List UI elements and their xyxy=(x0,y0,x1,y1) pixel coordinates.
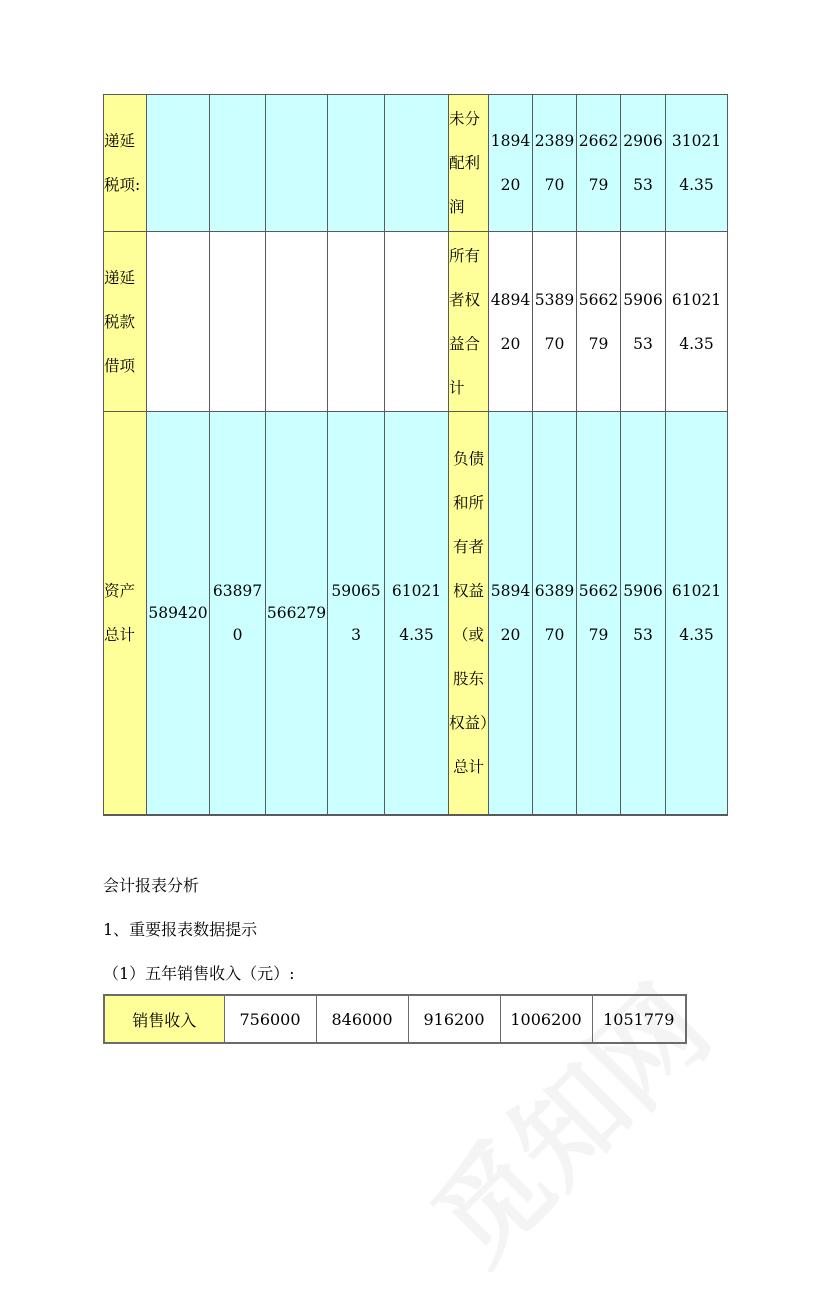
asset-value-cell: 589420 xyxy=(147,412,210,815)
table-row xyxy=(104,232,728,412)
sales-value-cell: 1006200 xyxy=(500,995,592,1043)
equity-value-cell: 566279 xyxy=(577,412,621,815)
asset-value-cell xyxy=(266,232,328,412)
subsection-title: 1、重要报表数据提示 xyxy=(103,920,258,939)
asset-value-cell xyxy=(210,232,266,412)
asset-value-cell xyxy=(328,232,385,412)
equity-value-cell: 638970 xyxy=(533,412,577,815)
equity-value-cell: 590653 xyxy=(621,412,666,815)
equity-value-cell: 189420 xyxy=(489,95,533,232)
asset-value-cell xyxy=(147,232,210,412)
sales-value-cell: 1051779 xyxy=(592,995,686,1043)
sales-revenue-table xyxy=(103,994,687,1044)
equity-value-cell: 489420 xyxy=(489,232,533,412)
asset-value-cell xyxy=(266,95,328,232)
equity-label-cell: 所有者权益合计 xyxy=(449,232,489,412)
table-row xyxy=(104,995,686,1043)
table-row xyxy=(104,412,728,815)
equity-value-cell: 589420 xyxy=(489,412,533,815)
equity-value-cell: 290653 xyxy=(621,95,666,232)
equity-label-cell: 负债和所有者权益（或股东权益）总计 xyxy=(449,412,489,815)
asset-value-cell xyxy=(147,95,210,232)
asset-value-cell xyxy=(385,95,449,232)
balance-sheet-table xyxy=(103,94,728,816)
sales-value-cell: 916200 xyxy=(408,995,500,1043)
asset-label-cell: 资产总计 xyxy=(104,412,147,815)
table-row xyxy=(104,95,728,232)
equity-label-cell: 未分配利润 xyxy=(449,95,489,232)
equity-value-cell: 238970 xyxy=(533,95,577,232)
section-title: 会计报表分析 xyxy=(103,876,200,895)
asset-value-cell xyxy=(328,95,385,232)
asset-value-cell xyxy=(210,95,266,232)
equity-value-cell: 590653 xyxy=(621,232,666,412)
sales-caption: （1）五年销售收入（元）: xyxy=(103,964,295,983)
asset-value-cell: 610214.35 xyxy=(385,412,449,815)
equity-value-cell: 566279 xyxy=(577,232,621,412)
sales-label-cell: 销售收入 xyxy=(104,995,224,1043)
asset-value-cell: 638970 xyxy=(210,412,266,815)
equity-value-cell: 266279 xyxy=(577,95,621,232)
equity-value-cell: 538970 xyxy=(533,232,577,412)
asset-label-cell: 递延税款借项 xyxy=(104,232,147,412)
asset-value-cell: 566279 xyxy=(266,412,328,815)
equity-value-cell: 610214.35 xyxy=(666,232,728,412)
sales-value-cell: 756000 xyxy=(224,995,316,1043)
asset-value-cell: 590653 xyxy=(328,412,385,815)
asset-label-cell: 递延税项: xyxy=(104,95,147,232)
asset-value-cell xyxy=(385,232,449,412)
equity-value-cell: 610214.35 xyxy=(666,412,728,815)
equity-value-cell: 310214.35 xyxy=(666,95,728,232)
sales-value-cell: 846000 xyxy=(316,995,408,1043)
